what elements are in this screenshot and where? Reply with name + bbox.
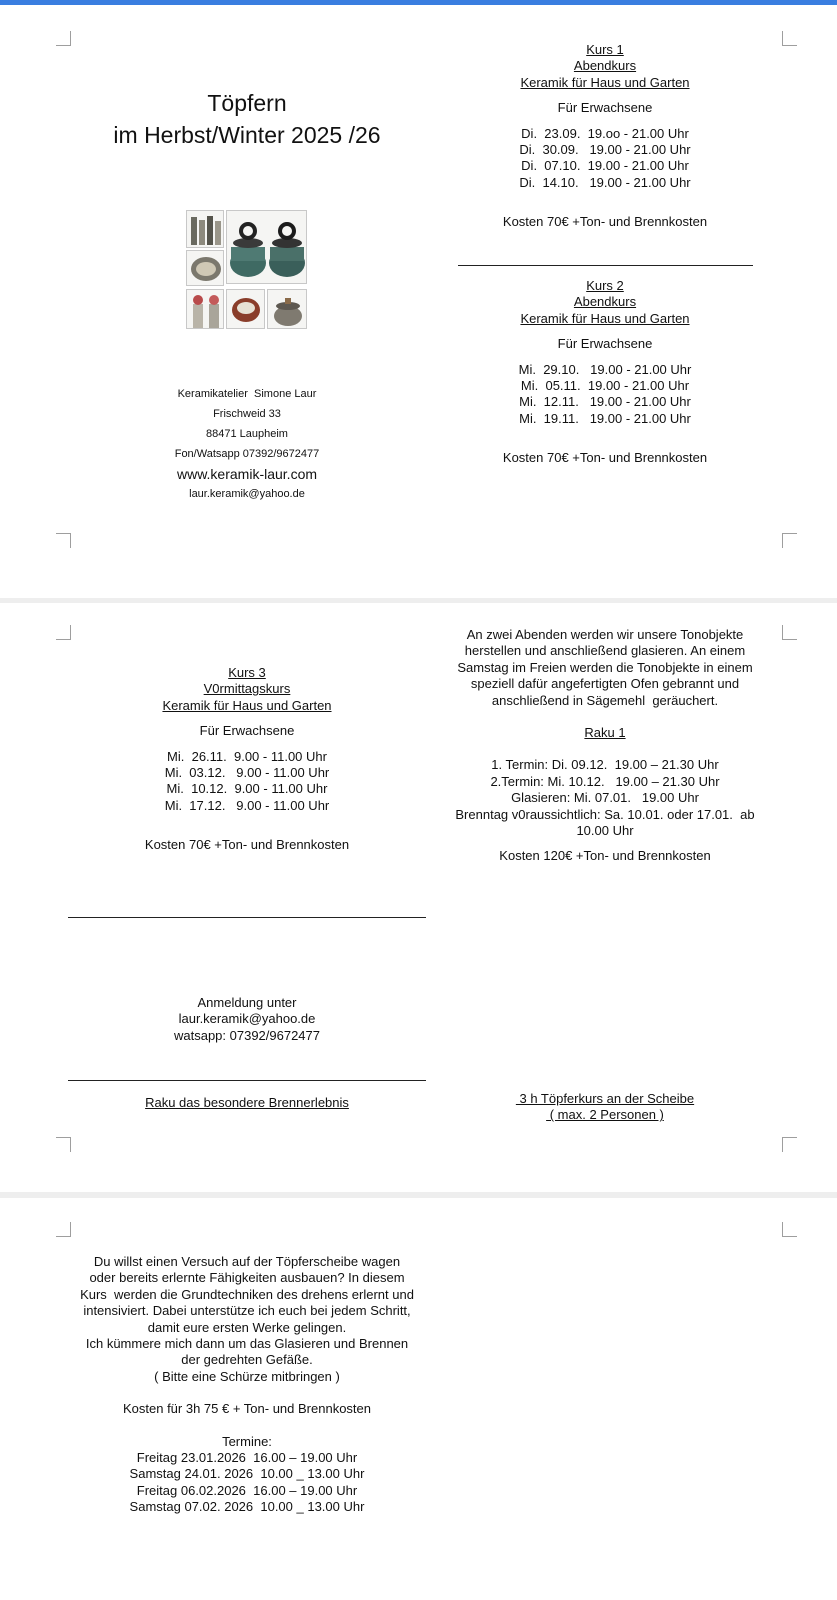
photo-red-bowl	[226, 289, 265, 329]
date-line: Mi. 17.12. 9.00 - 11.00 Uhr	[164, 797, 330, 813]
kurs3-topic: Keramik für Haus und Garten	[162, 697, 332, 713]
document-page-1[interactable]	[0, 5, 837, 598]
raku-intro-line: anschließend in Sägemehl geräuchert.	[491, 692, 719, 708]
description-line: oder bereits erlernte Fähigkeiten ausbauen? In diesem	[89, 1270, 405, 1286]
website-link[interactable]: www.keramik-laur.com	[176, 466, 318, 482]
street: Frischweid 33	[213, 408, 281, 420]
date-line: Brenntag v0raussichtlich: Sa. 10.01. oder 17.01. ab	[455, 806, 755, 822]
kurs1-heading: Kurs 1	[586, 42, 624, 57]
city: 88471 Laupheim	[206, 428, 288, 440]
raku-intro-line: Samstag im Freien werden die Tonobjekte in einem	[457, 659, 753, 675]
date-line: Samstag 07.02. 2026 10.00 _ 13.00 Uhr	[129, 1499, 365, 1515]
description-line: Kurs werden die Grundtechniken des drehens erlernt und	[80, 1286, 414, 1302]
description-line: intensiviert. Dabei unterstütze ich euch bei jedem Schritt,	[83, 1303, 411, 1319]
registration-phone: watsapp: 07392/9672477	[173, 1027, 320, 1043]
corner-mark	[782, 31, 797, 46]
corner-mark	[782, 1137, 797, 1152]
studio-name: Keramikatelier Simone Laur	[177, 388, 317, 400]
kurs3-heading: Kurs 3	[228, 665, 266, 680]
kurs2-type: Abendkurs	[573, 294, 637, 310]
date-line: Freitag 06.02.2026 16.00 – 19.00 Uhr	[136, 1482, 358, 1498]
raku1-cost: Kosten 120€ +Ton- und Brennkosten	[499, 848, 711, 864]
kurs2-heading: Kurs 2	[586, 278, 624, 293]
date-line: Mi. 05.11. 19.00 - 21.00 Uhr	[520, 378, 690, 394]
date-line: Mi. 19.11. 19.00 - 21.00 Uhr	[519, 410, 691, 426]
description-line: damit eure ersten Werke gelingen.	[147, 1319, 347, 1335]
corner-mark	[56, 533, 71, 548]
date-line: Mi. 03.12. 9.00 - 11.00 Uhr	[164, 765, 330, 781]
date-line: Di. 14.10. 19.00 - 21.00 Uhr	[519, 174, 691, 190]
corner-mark	[56, 1137, 71, 1152]
corner-mark	[782, 625, 797, 640]
registration-block: Anmeldung unter laur.keramik@yahoo.de watsapp: 07392/9672477	[74, 995, 420, 1044]
document-page-2[interactable]	[0, 603, 837, 1192]
date-line: Di. 07.10. 19.00 - 21.00 Uhr	[521, 158, 689, 174]
date-line: Mi. 26.11. 9.00 - 11.00 Uhr	[167, 748, 327, 764]
page-title: Töpfern im Herbst/Winter 2025 /26	[113, 90, 381, 148]
photo-bowl	[186, 250, 224, 286]
registration-email[interactable]: laur.keramik@yahoo.de	[178, 1011, 316, 1027]
dates-heading: Termine:	[222, 1433, 272, 1449]
raku1-heading: Raku 1	[584, 725, 626, 741]
document-page-3[interactable]	[0, 1198, 837, 1600]
date-line: Samstag 24.01. 2026 10.00 _ 13.00 Uhr	[129, 1466, 365, 1482]
email-link[interactable]: laur.keramik@yahoo.de	[189, 488, 305, 500]
description-line: der gedrehten Gefäße.	[181, 1352, 313, 1368]
corner-mark	[56, 1222, 71, 1237]
description-line: Ich kümmere mich dann um das Glasieren und Brennen	[85, 1336, 409, 1352]
date-line: Mi. 29.10. 19.00 - 21.00 Uhr	[518, 361, 692, 377]
date-line: Mi. 10.12. 9.00 - 11.00 Uhr	[166, 781, 328, 797]
kurs1-dates	[440, 126, 770, 192]
divider	[68, 917, 426, 918]
date-line: Freitag 23.01.2026 16.00 – 19.00 Uhr	[136, 1450, 358, 1466]
photo-figures	[186, 289, 224, 329]
date-line: 2.Termin: Mi. 10.12. 19.00 – 21.30 Uhr	[490, 773, 720, 789]
raku1-dates	[440, 757, 770, 839]
photo-jars	[226, 210, 307, 284]
kurs2-dates	[440, 362, 770, 428]
kurs1-audience: Für Erwachsene	[557, 100, 653, 116]
kurs2-topic: Keramik für Haus und Garten	[520, 310, 690, 326]
date-line: 10.00 Uhr	[576, 823, 634, 839]
wheel-course-description	[60, 1254, 434, 1516]
description-line: ( Bitte eine Schürze mitbringen )	[154, 1368, 340, 1384]
date-line: Mi. 12.11. 19.00 - 21.00 Uhr	[519, 394, 691, 410]
date-line: Glasieren: Mi. 07.01. 19.00 Uhr	[511, 790, 699, 806]
raku-section	[440, 627, 770, 865]
date-line: 1. Termin: Di. 09.12. 19.00 – 21.30 Uhr	[491, 757, 719, 773]
kurs1-type: Abendkurs	[573, 58, 637, 74]
kurs1-topic: Keramik für Haus und Garten	[520, 74, 690, 90]
photo-lidded-pot	[267, 289, 307, 329]
contact-block	[60, 384, 434, 504]
kurs3-dates	[74, 749, 420, 815]
date-line: Di. 23.09. 19.oo - 21.00 Uhr	[521, 125, 689, 141]
raku-intro-line: An zwei Abenden werden wir unsere Tonobjekte	[466, 627, 744, 642]
kurs3-audience: Für Erwachsene	[199, 723, 295, 739]
wheel-course-cost: Kosten für 3h 75 € + Ton- und Brennkosten	[122, 1401, 371, 1417]
corner-mark	[56, 625, 71, 640]
kurs1-section	[440, 42, 770, 231]
ceramics-photo-collage	[186, 210, 308, 330]
kurs2-audience: Für Erwachsene	[557, 336, 653, 352]
corner-mark	[782, 1222, 797, 1237]
raku-intro-line: speziell dafür angefertigten Ofen gebrannt und	[470, 676, 740, 692]
kurs3-section	[74, 665, 420, 854]
wheel-course-title: 3 h Töpferkurs an der Scheibe ( max. 2 Personen )	[515, 1091, 695, 1123]
kurs2-section	[440, 278, 770, 467]
corner-mark	[56, 31, 71, 46]
photo-vases	[186, 210, 224, 248]
kurs3-cost: Kosten 70€ +Ton- und Brennkosten	[144, 837, 350, 853]
kurs1-cost: Kosten 70€ +Ton- und Brennkosten	[502, 214, 708, 230]
date-line: Di. 30.09. 19.00 - 21.00 Uhr	[519, 142, 691, 158]
phone: Fon/Watsapp 07392/9672477	[174, 448, 320, 460]
raku-title: Raku das besondere Brennerlebnis	[145, 1095, 349, 1110]
divider	[68, 1080, 426, 1081]
raku-intro-line: herstellen und anschließend glasieren. An einem	[464, 643, 746, 659]
kurs3-type: V0rmittagskurs	[203, 681, 291, 697]
corner-mark	[782, 533, 797, 548]
kurs2-cost: Kosten 70€ +Ton- und Brennkosten	[502, 450, 708, 466]
divider	[458, 265, 753, 266]
description-line: Du willst einen Versuch auf der Töpferscheibe wagen	[93, 1254, 401, 1269]
